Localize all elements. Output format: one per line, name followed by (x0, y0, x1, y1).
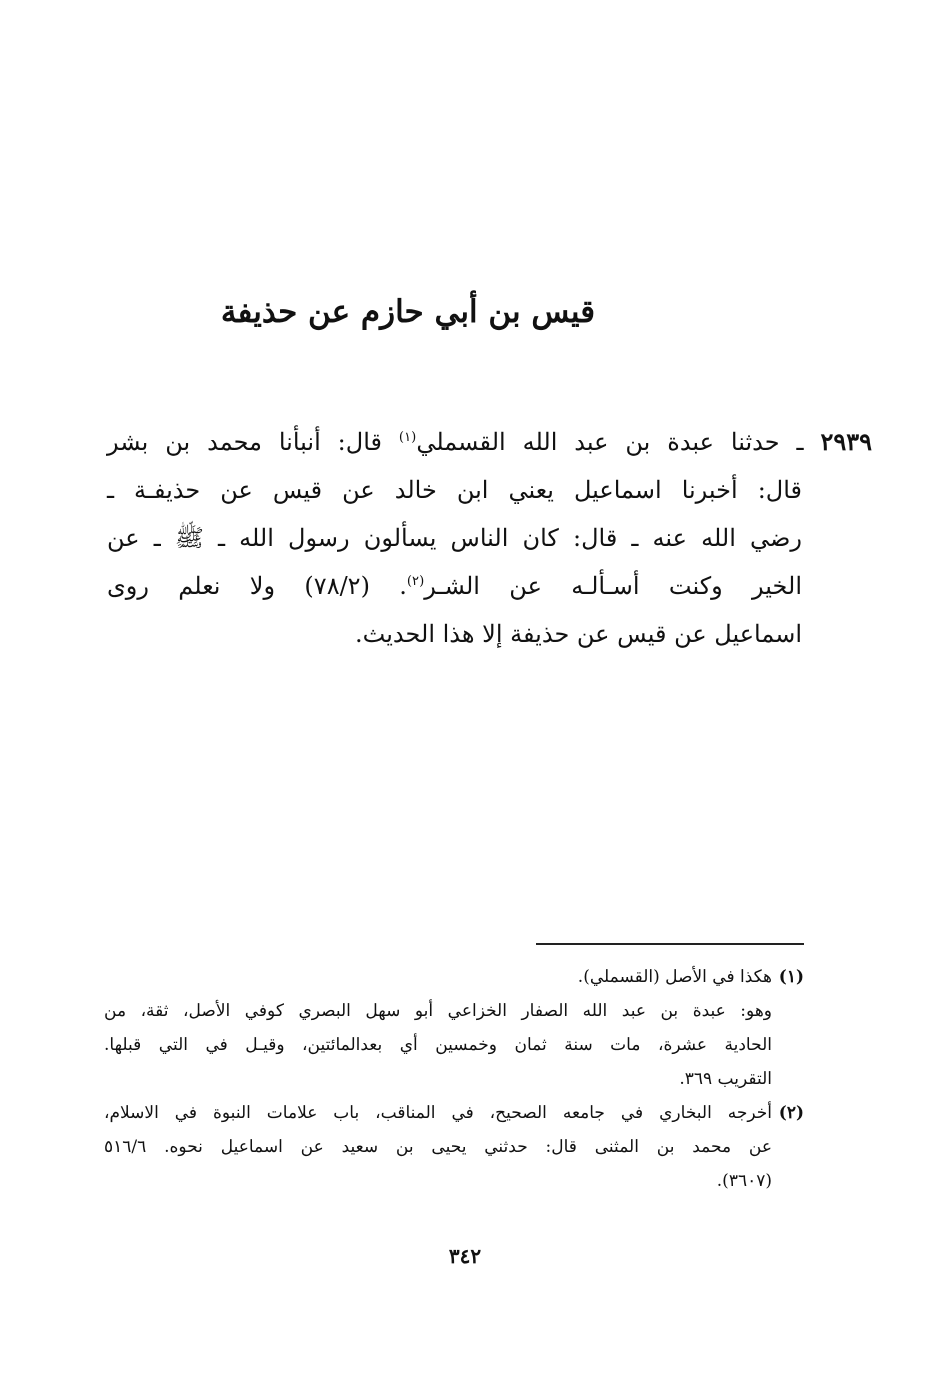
hadith-line-4: الخير وكنت أسـألـه عن الشـر$^{(٢)}$. (٧٨/٢) ولا نعلم روى (107, 572, 802, 600)
footnote-2: (٢)أخرجه البخاري في جامعه الصحيح، في المناقب، باب علامات النبوة في الاسلام، عن محمد بن المثنى قال: حدثني يحيى بن سعيد عن اسماعيل نحوه. ٥١٦/٦ (٣٦٠٧). (104, 1096, 804, 1198)
hadith-line-2: قال: أخبرنا اسماعيل يعني ابن خالد عن قيس عن حذيفـة ـ (107, 476, 802, 504)
footnote-ref-2: (٢) (406, 574, 425, 589)
hadith-number: ٢٩٣٩ (820, 427, 872, 456)
footnote-ref-1: (١) (398, 430, 417, 445)
page-number: ٣٤٢ (448, 1244, 482, 1268)
footnotes (104, 960, 804, 1198)
hadith-line-3: رضي الله عنه ـ قال: كان الناس يسألون رسول الله ـ ﷺ ـ عن (107, 524, 802, 552)
footnote-1: (١)هكذا في الأصل (القسملي). وهو: عبدة بن عبد الله الصفار الخزاعي أبو سهل البصري كوفي الأصل، ثقة، من الحادية عشرة، مات سنة ثمان وخمسين أي بعدالمائتين، وقيـل في التي قبلها. التقريب ٣٦٩. (104, 960, 804, 1096)
footnote-marker: (٢) (778, 1103, 804, 1123)
footnote-marker: (١) (778, 967, 804, 987)
hadith-line-1: ٢٩٣٩ ـ حدثنا عبدة بن عبد الله القسملي$^{(١)}$ قال: أنبأنا محمد بن بشر (107, 427, 872, 456)
hadith-line-5: اسماعيل عن قيس عن حذيفة إلا هذا الحديث. (355, 620, 802, 648)
footnote-separator (536, 943, 804, 945)
chapter-title: قيس بن أبي حازم عن حذيفة (220, 294, 596, 330)
hadith-text (107, 418, 872, 658)
